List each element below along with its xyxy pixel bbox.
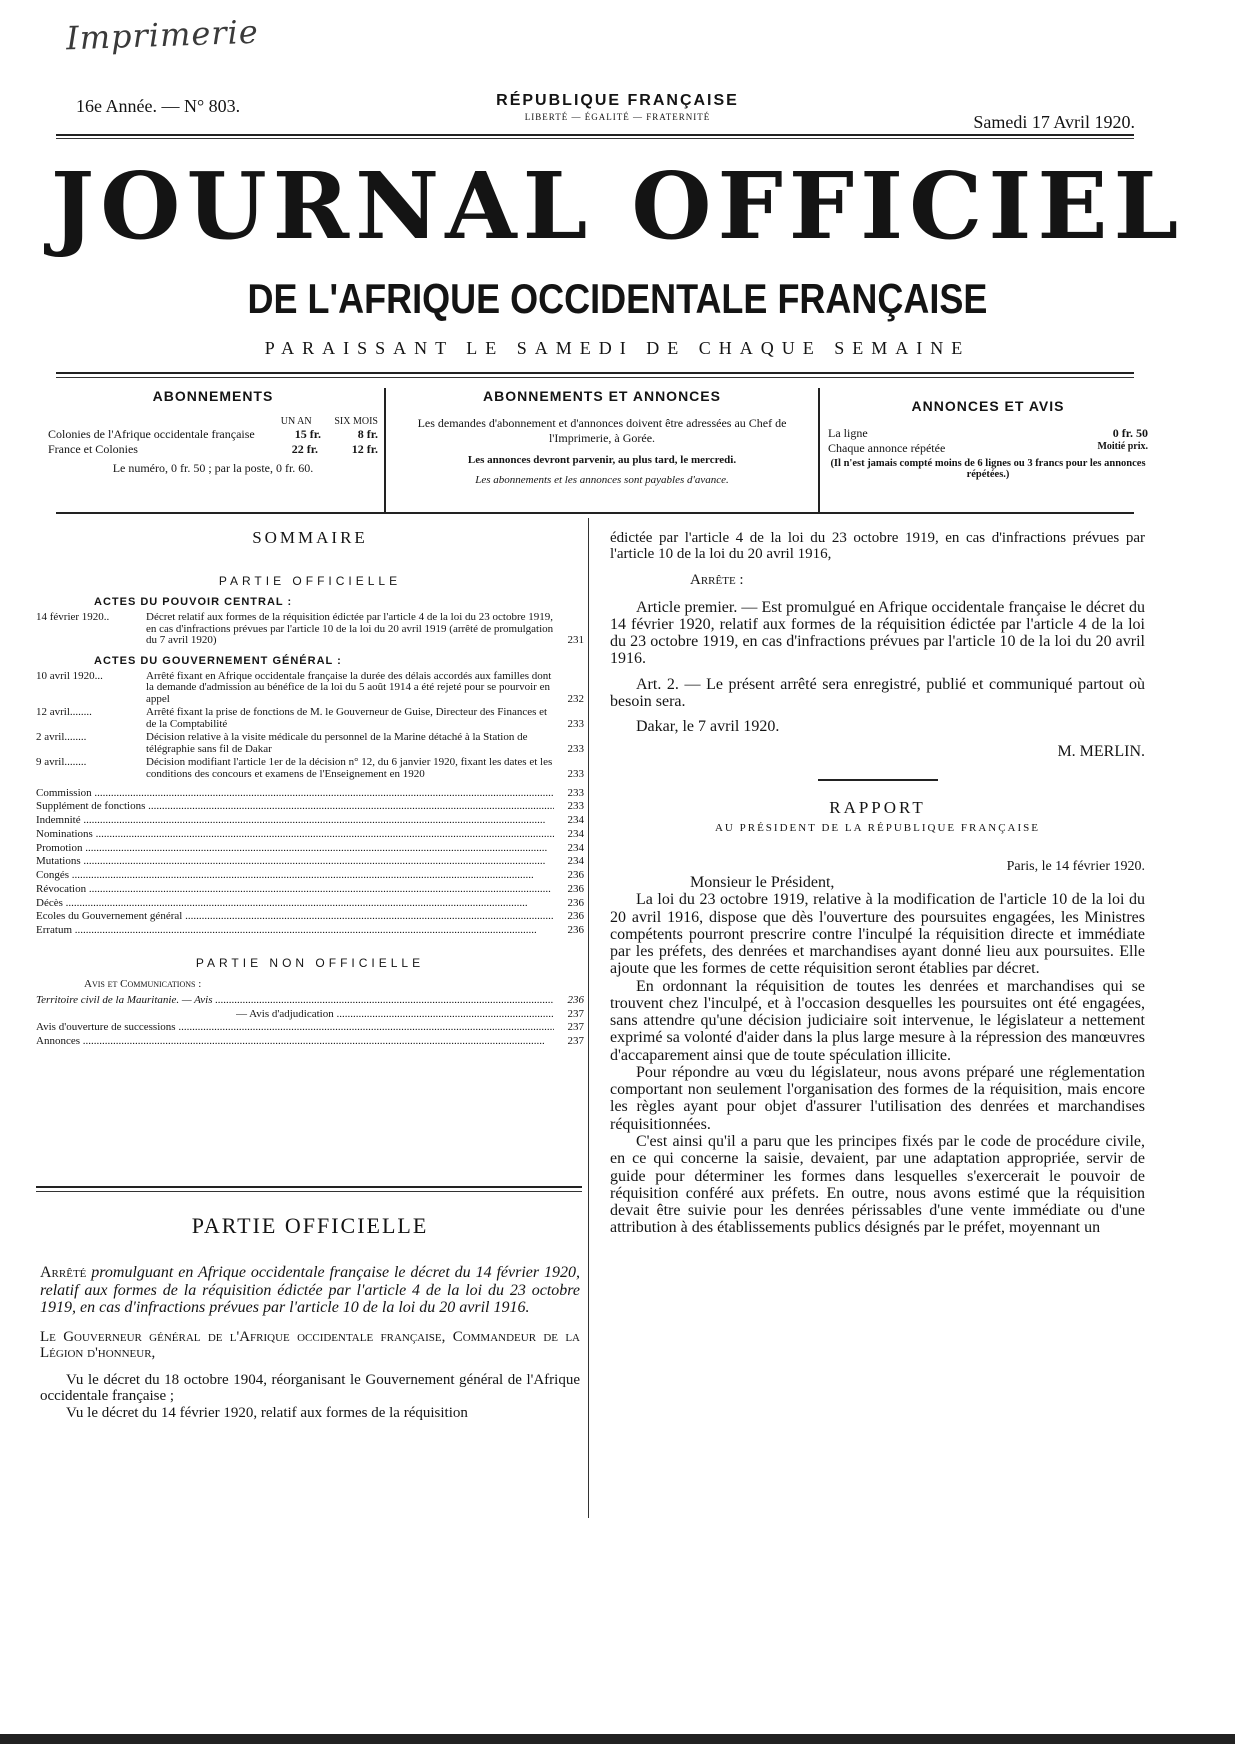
row1-label: Colonies de l'Afrique occidentale française	[48, 427, 255, 441]
summary-unofficial-heading: PARTIE NON OFFICIELLE	[195, 955, 425, 970]
repeat-label: Chaque annonce répétée	[828, 441, 946, 455]
repeat-price: Moitié prix.	[1097, 441, 1148, 452]
section-central-power: ACTES DU POUVOIR CENTRAL :	[94, 596, 293, 608]
toc-row: 14 février 1920.. Décret relatif aux formes de la réquisition édictée par l'article 4 de la loi du 23 octobre 1919, en cas d'infractions prévues par l'article 10 de la loi du 20 avril 1919 (arrêté de promulgation du 7 avril 1920) 231	[36, 611, 584, 647]
report-paragraph-3: Pour répondre au vœu du législateur, nous avons préparé une réglementation comportant non seulement l'organisation des formes de la réquisition, mais encore les règles ayant pour objet d'assurer l'utilisation des denrées et marchandises réquisitionnées.	[610, 1063, 1145, 1133]
summary-end-rule	[36, 1186, 582, 1188]
row2-year: 22 fr.	[291, 442, 318, 456]
toc-row: 10 avril 1920... Arrêté fixant en Afrique occidentale française la durée des délais accordés aux familles dont la demande d'admission au bénéfice de la loi du 5 août 1914 a été rejeté pour se pourvoir en appel 232	[36, 669, 584, 705]
section-general-government: ACTES DU GOUVERNEMENT GÉNÉRAL :	[94, 654, 342, 667]
scan-edge	[0, 1734, 1235, 1744]
right-column	[610, 530, 1145, 1237]
report-subtitle: AU PRÉSIDENT DE LA RÉPUBLIQUE FRANÇAISE	[714, 822, 1040, 835]
subscriptions-box	[48, 388, 378, 512]
row1-six: 8 fr.	[357, 427, 378, 441]
handwritten-note: Imprimerie	[65, 12, 260, 58]
decree-continuation: édictée par l'article 4 de la loi du 23 octobre 1919, en cas d'infractions prévues par l'article 10 de la loi du 20 avril 1916,	[610, 530, 1145, 563]
header-rule	[56, 134, 1134, 136]
signature: M. MERLIN.	[1057, 743, 1145, 761]
article-2: Art. 2. — Le présent arrêté sera enregistré, publié et communiqué partout où besoin sera.	[610, 675, 1145, 710]
toc-row: 12 avril........ Arrêté fixant la prise de fonctions de M. le Gouverneur de Guise, Directeur des Finances et de la Comptabilité 233	[36, 706, 584, 730]
vu-1: Vu le décret du 18 octobre 1904, réorganisant le Gouvernement général de l'Afrique occidentale française ;	[40, 1371, 580, 1405]
row1-year: 15 fr.	[294, 427, 321, 441]
list-item: Mutations ..... 234	[36, 855, 584, 869]
journal-title: JOURNAL OFFICIEL	[50, 152, 1185, 260]
line-price-label: La ligne	[828, 426, 868, 440]
arrete-heading: Arrêté promulguant en Afrique occidentale française le décret du 14 février 1920, relatif aux formes de la réquisition édictée par l'article 4 de la loi du 23 octobre 1919, en cas d'infractions prévues par l'article 10 de la loi du 20 avril 1916.	[40, 1264, 581, 1317]
issue-number: 16e Année. — N° 803.	[76, 96, 241, 116]
line-price: 0 fr. 50	[1112, 426, 1148, 440]
report-title: RAPPORT	[829, 797, 926, 817]
report-paragraph-1: La loi du 23 octobre 1919, relative à la modification de l'article 10 de la loi du 20 avril 1916, dispose que dès l'ouverture des poursuites engagées, les Ministres compétents pourront prescrire contre l'inculpé la réquisition directe et immédiate par les préfets, des denrées et marchandises ayant donné lieu aux poursuites. Elle ajoute que les formes de cette réquisition seront établies par décret.	[610, 891, 1145, 978]
list-item: Indemnité ..... 234	[36, 814, 584, 828]
list-item: Congés ..... 236	[36, 869, 584, 883]
subs-line-1: Les demandes d'abonnement et d'annonces doivent être adressées au Chef de l'Imprimerie, à Gorée.	[417, 416, 787, 445]
col-six-months: SIX MOIS	[334, 416, 378, 427]
summary-official-heading: PARTIE OFFICIELLE	[218, 574, 402, 588]
subs-line-2: Les annonces devront parvenir, au plus tard, le mercredi.	[467, 454, 737, 466]
list-item: — Avis d'adjudication ..... 237	[36, 1008, 584, 1022]
list-item: Ecoles du Gouvernement général ..... 236	[36, 910, 584, 924]
list-item: Nominations ..... 234	[36, 828, 584, 842]
place-date: Dakar, le 7 avril 1920.	[636, 718, 780, 736]
issue-date: Samedi 17 Avril 1920.	[973, 112, 1135, 132]
summary-title: SOMMAIRE	[252, 528, 368, 547]
row2-label: France et Colonies	[48, 442, 138, 456]
list-item: Supplément de fonctions ..... 233	[36, 800, 584, 814]
list-item: Avis d'ouverture de successions ..... 237	[36, 1021, 584, 1035]
official-part	[40, 1214, 580, 1421]
box-divider-2	[818, 388, 820, 512]
list-item: Annonces ..... 237	[36, 1035, 584, 1049]
header-rule-thin	[56, 138, 1134, 139]
summary-end-rule-thin	[36, 1191, 582, 1192]
announcements-title: ANNONCES ET AVIS	[911, 398, 1065, 414]
journal-subtitle: DE L'AFRIQUE OCCIDENTALE FRANÇAISE	[247, 274, 988, 322]
subs-announcements-title: ABONNEMENTS ET ANNONCES	[483, 388, 721, 404]
journal-tagline: PARAISSANT LE SAMEDI DE CHAQUE SEMAINE	[264, 338, 971, 358]
subs-announcements-box	[392, 388, 812, 512]
vu-2: Vu le décret du 14 février 1920, relatif aux formes de la réquisition	[66, 1404, 468, 1421]
republic-motto: LIBERTÉ — ÉGALITÉ — FRATERNITÉ	[524, 112, 711, 122]
column-separator	[588, 518, 589, 1518]
announcements-box	[828, 388, 1148, 512]
announcements-note: (Il n'est jamais compté moins de 6 lignes ou 3 francs pour les annonces répétées.)	[830, 458, 1146, 480]
list-item: Commission ..... 233	[36, 787, 584, 801]
subscriptions-title: ABONNEMENTS	[152, 388, 274, 404]
salutation: Monsieur le Président,	[690, 874, 835, 892]
section-divider	[818, 779, 938, 781]
republic-name: RÉPUBLIQUE FRANÇAISE	[496, 92, 739, 109]
masthead-rule-thin	[56, 377, 1134, 378]
avis-title: Avis et Communications :	[84, 977, 202, 990]
report-paragraph-2: En ordonnant la réquisition de toutes les denrées et marchandises qui se trouvent chez l'inculpé, et à l'occasion desquelles les poursuites ont été engagées, sans attendre qu'une décision judiciaire soit intervenue, le législateur a nettement exprimé sa volonté d'aider dans la plus large mesure à la répression des manœuvres d'accaparement ainsi que de toute spéculation illicite.	[610, 977, 1145, 1064]
avis-list	[36, 994, 584, 1049]
toc-row: 9 avril........ Décision modifiant l'article 1er de la décision n° 12, du 6 janvier 1920, fixant les dates et les conditions des concours et examens de l'Enseignement en 1920 233	[36, 756, 584, 781]
list-item: Promotion ..... 234	[36, 842, 584, 856]
article-1: Article premier. — Est promulgué en Afrique occidentale française le décret du 14 février 1920, relatif aux formes de la réquisition édictée par l'article 4 de la loi du 23 octobre 1919, en cas d'infractions prévues par l'article 10 de la loi du 20 avril 1916.	[610, 598, 1145, 668]
list-item: Révocation ..... 236	[36, 883, 584, 897]
row2-six: 12 fr.	[351, 442, 378, 456]
summary-column	[36, 528, 584, 1049]
box-divider-1	[384, 388, 386, 512]
subs-line-3: Les abonnements et les annonces sont payables d'avance.	[475, 474, 729, 486]
toc-row: 2 avril........ Décision relative à la visite médicale du personnel de la Marine détaché à la Station de télégraphie sans fil de Dakar 233	[36, 731, 584, 755]
issue-price: Le numéro, 0 fr. 50 ; par la poste, 0 fr. 60.	[112, 461, 314, 475]
list-item: Territoire civil de la Mauritanie. — Avis ..... 236	[36, 994, 584, 1008]
arrete-label: Arrête :	[690, 572, 744, 589]
governor-line: Le Gouverneur général de l'Afrique occidentale française, Commandeur de la Légion d'honneur,	[40, 1328, 580, 1362]
boxes-bottom-rule	[56, 512, 1134, 514]
misc-list	[36, 787, 584, 938]
report-place: Paris, le 14 février 1920.	[1006, 858, 1145, 874]
list-item: Erratum ..... 236	[36, 924, 584, 938]
list-item: Décès ..... 236	[36, 897, 584, 911]
report-paragraph-4: C'est ainsi qu'il a paru que les principes fixés par le code de procédure civile, en ce qui concerne la saisie, devaient, par une adaptation appropriée, servir de guide pour déterminer les formes dans lesquelles s'exercerait le pouvoir de réquisition conféré aux préfets. En outre, nous avons estimé que la réquisition devait être suivie pour les denrées périssables d'une vente immédiate ou d'une attribution à des établissements publics désignés par le préfet, moyennant un	[610, 1133, 1145, 1237]
official-part-title: PARTIE OFFICIELLE	[191, 1213, 429, 1238]
col-year: UN AN	[280, 416, 312, 427]
masthead-rule	[56, 372, 1134, 374]
